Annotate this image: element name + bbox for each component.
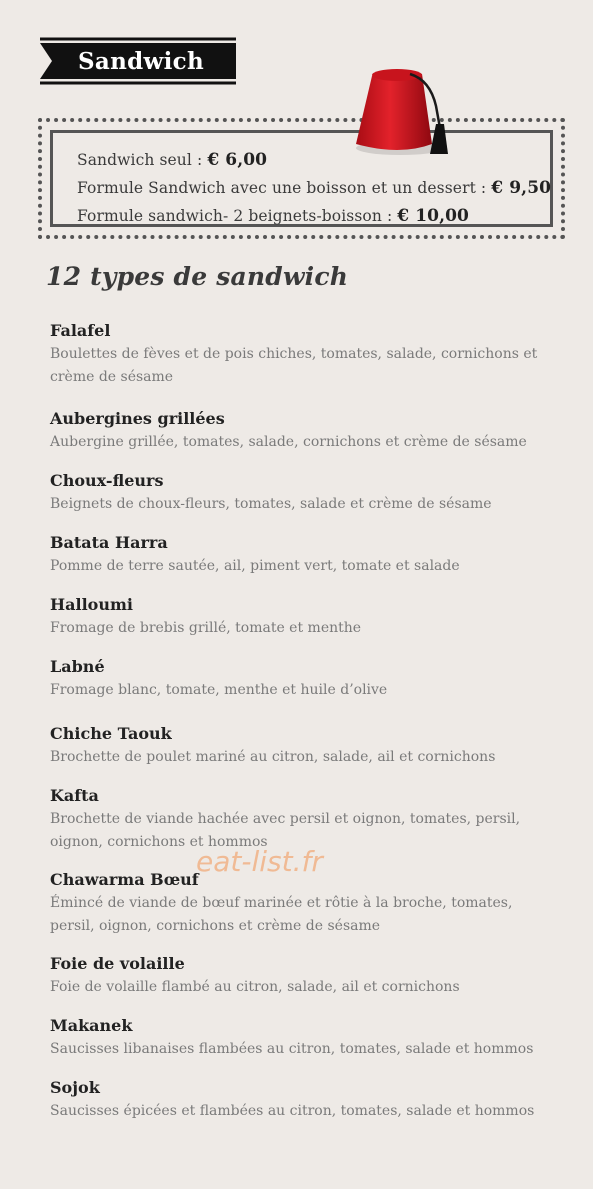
price-label: Formule Sandwich avec une boisson et un dessert : — [77, 179, 492, 197]
item-name: Halloumi — [50, 595, 133, 614]
price-amount: € 9,50 — [491, 178, 552, 198]
fez-hat-icon — [350, 66, 454, 160]
item-description: Beignets de choux-fleurs, tomates, salade et crème de sésame — [50, 496, 492, 512]
menu-item — [50, 1077, 560, 1123]
price-line — [77, 178, 551, 198]
item-description: Brochette de viande hachée avec persil et oignon, tomates, persil, oignon, cornichons et hommos — [50, 811, 521, 850]
price-line — [77, 206, 469, 226]
menu-item — [50, 869, 560, 937]
price-amount: € 6,00 — [207, 150, 268, 170]
item-name: Labné — [50, 657, 105, 676]
menu-item — [50, 953, 560, 999]
menu-item — [50, 532, 560, 578]
item-description: Fromage de brebis grillé, tomate et menthe — [50, 620, 362, 636]
menu-item — [50, 320, 560, 388]
item-name: Foie de volaille — [50, 954, 185, 973]
watermark: eat-list.fr — [196, 845, 323, 878]
item-name: Batata Harra — [50, 533, 168, 552]
price-box — [38, 118, 565, 239]
menu-item — [50, 785, 560, 853]
page-title: Sandwich — [78, 47, 204, 75]
item-description: Saucisses épicées et flambées au citron, tomates, salade et hommos — [50, 1103, 535, 1119]
menu-item — [50, 470, 560, 516]
item-name: Makanek — [50, 1016, 133, 1035]
price-line — [77, 150, 267, 170]
price-label: Formule sandwich- 2 beignets-boisson : — [77, 207, 398, 225]
menu-item — [50, 1015, 560, 1061]
item-name: Chiche Taouk — [50, 724, 172, 743]
price-box-inner — [50, 130, 553, 227]
item-description: Boulettes de fèves et de pois chiches, tomates, salade, cornichons et crème de sésame — [50, 346, 538, 385]
item-description: Pomme de terre sautée, ail, piment vert, tomate et salade — [50, 558, 460, 574]
item-description: Émincé de viande de bœuf marinée et rôtie à la broche, tomates, persil, oignon, cornichons et crème de sésame — [50, 895, 513, 934]
item-description: Brochette de poulet mariné au citron, salade, ail et cornichons — [50, 749, 496, 765]
menu-item — [50, 408, 560, 454]
section-title: 12 types de sandwich — [46, 262, 349, 291]
item-description: Foie de volaille flambé au citron, salade, ail et cornichons — [50, 979, 460, 995]
item-name: Sojok — [50, 1078, 100, 1097]
price-label: Sandwich seul : — [77, 151, 208, 169]
item-description: Aubergine grillée, tomates, salade, cornichons et crème de sésame — [50, 434, 527, 450]
price-amount: € 10,00 — [397, 206, 469, 226]
item-name: Kafta — [50, 786, 99, 805]
item-description: Saucisses libanaises flambées au citron, tomates, salade et hommos — [50, 1041, 534, 1057]
menu-item — [50, 594, 560, 640]
item-name: Falafel — [50, 321, 111, 340]
item-name: Choux-fleurs — [50, 471, 164, 490]
menu-item — [50, 656, 560, 702]
item-name: Chawarma Bœuf — [50, 870, 199, 889]
item-description: Fromage blanc, tomate, menthe et huile d’olive — [50, 682, 388, 698]
item-name: Aubergines grillées — [50, 409, 225, 428]
header-banner — [40, 37, 236, 85]
menu-item — [50, 723, 560, 769]
